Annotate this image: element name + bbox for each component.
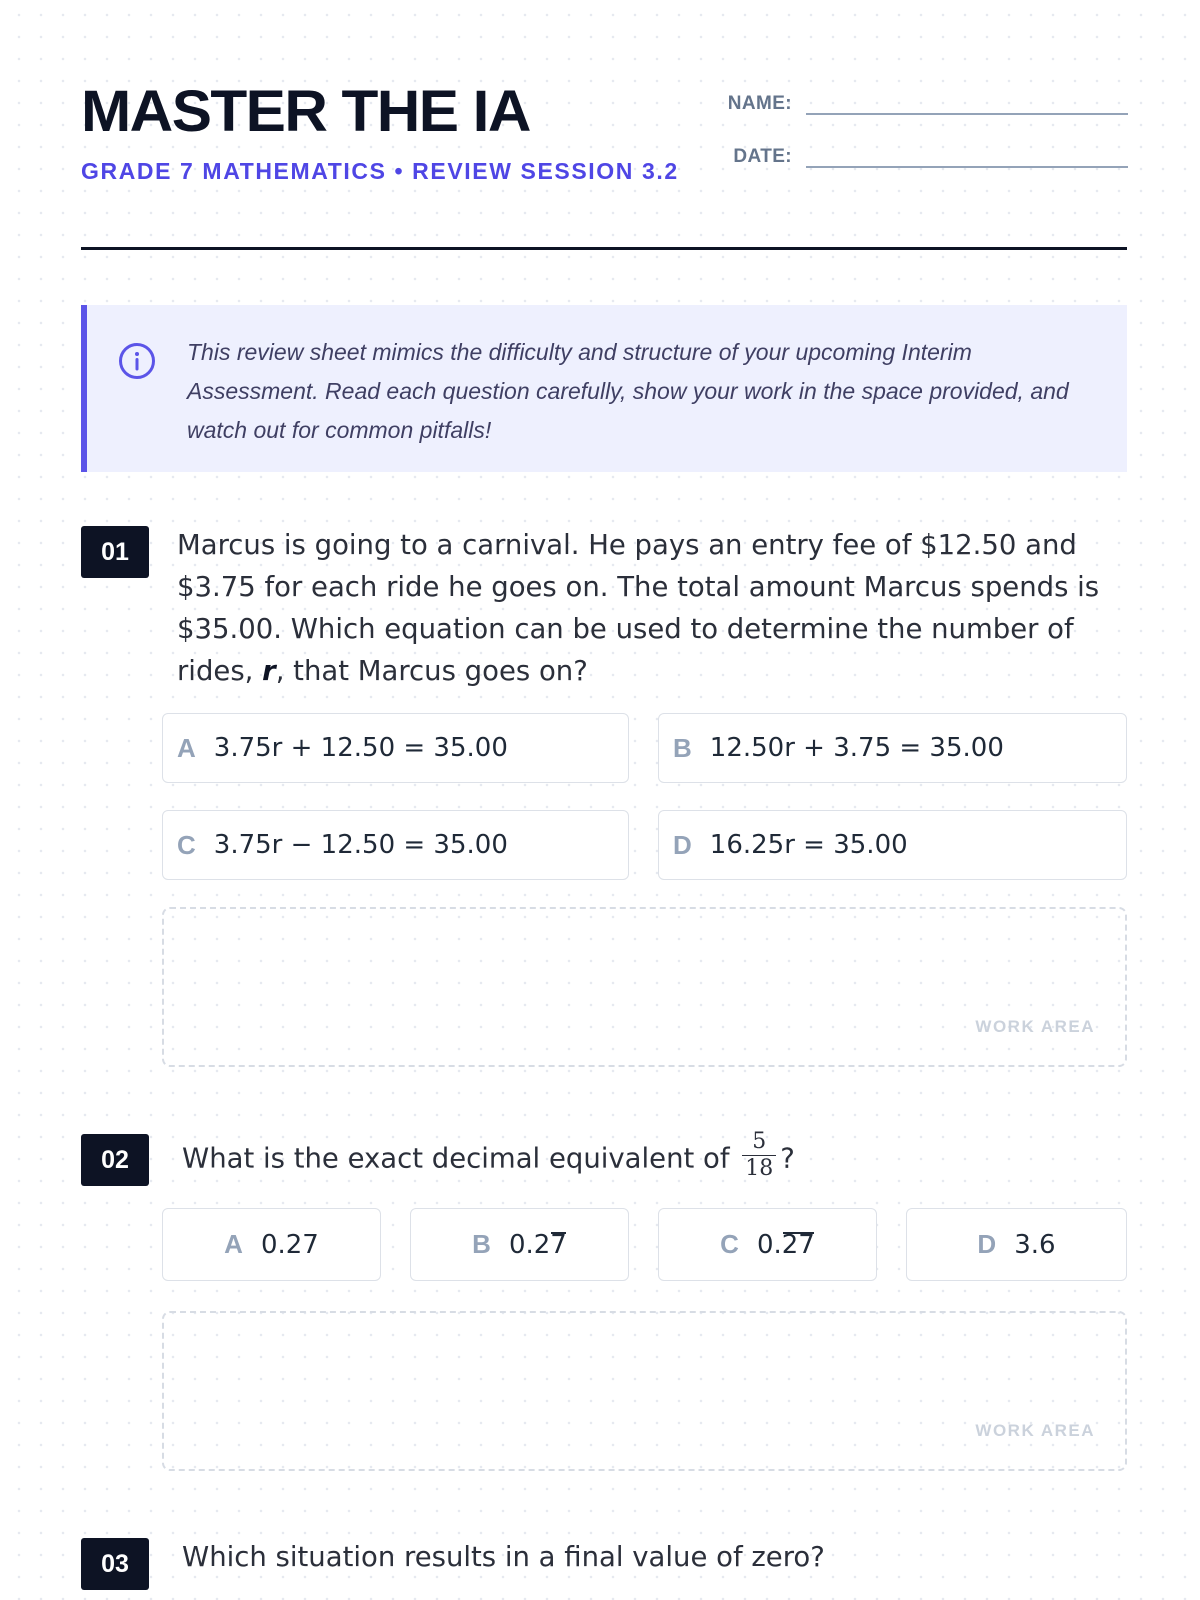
work-area-label: WORK AREA xyxy=(975,1421,1095,1440)
repeating-digits: 7 xyxy=(550,1229,567,1260)
q1-option-c[interactable] xyxy=(162,810,629,880)
option-letter: A xyxy=(177,732,196,763)
option-text: 12.50r + 3.75 = 35.00 xyxy=(709,733,1004,763)
question-number-3: 03 xyxy=(81,1538,149,1590)
name-input-line[interactable] xyxy=(806,89,1128,115)
fraction-denominator: 18 xyxy=(742,1155,776,1180)
name-field xyxy=(714,89,1128,115)
decimal-prefix: 0. xyxy=(756,1229,782,1260)
date-label: DATE: xyxy=(733,146,792,167)
option-text xyxy=(509,1230,567,1260)
q2-option-a[interactable] xyxy=(162,1208,381,1281)
option-letter: A xyxy=(224,1229,243,1259)
question-1-variable: r xyxy=(262,655,276,687)
worksheet-subtitle: GRADE 7 MATHEMATICS • REVIEW SESSION 3.2 xyxy=(81,158,679,184)
q2-work-area[interactable] xyxy=(162,1311,1127,1471)
worksheet-title: MASTER THE IA xyxy=(81,79,530,144)
q2-option-b[interactable] xyxy=(410,1208,629,1281)
option-letter: D xyxy=(977,1229,997,1259)
question-2-text-start: What is the exact decimal equivalent of xyxy=(182,1142,730,1175)
option-text xyxy=(757,1230,815,1260)
q1-work-area[interactable] xyxy=(162,907,1127,1067)
option-text: 0.27 xyxy=(260,1229,319,1260)
question-text-3: Which situation results in a final value of zero? xyxy=(182,1541,825,1573)
question-1-text-start: Marcus is going to a carnival. He pays an entry fee of $12.50 and $3.75 for each ride he goes on. The total amount Marcus spends is $35.00. Which equation can be used to determine the number of rides, xyxy=(177,529,1100,687)
question-text-2 xyxy=(182,1129,1082,1184)
question-number-2: 02 xyxy=(81,1134,149,1186)
option-text: 3.75r − 12.50 = 35.00 xyxy=(213,830,508,860)
q2-option-c[interactable] xyxy=(658,1208,877,1281)
name-label: NAME: xyxy=(727,93,792,114)
option-text: 16.25r = 35.00 xyxy=(709,830,908,860)
q1-option-a[interactable] xyxy=(162,713,629,783)
option-letter: C xyxy=(720,1229,739,1259)
date-field xyxy=(714,142,1128,168)
q1-option-b[interactable] xyxy=(658,713,1127,783)
question-1-text-end: , that Marcus goes on? xyxy=(275,655,588,687)
option-letter: B xyxy=(472,1229,491,1259)
option-letter: C xyxy=(177,829,196,860)
date-input-line[interactable] xyxy=(806,142,1128,168)
option-text: 3.75r + 12.50 = 35.00 xyxy=(213,733,508,763)
question-number-1: 01 xyxy=(81,526,149,578)
header-divider xyxy=(81,247,1127,250)
fraction-five-eighteenths xyxy=(742,1131,776,1180)
q2-option-d[interactable] xyxy=(906,1208,1127,1281)
info-icon xyxy=(117,341,157,381)
q1-option-d[interactable] xyxy=(658,810,1127,880)
fraction-numerator: 5 xyxy=(752,1129,767,1154)
info-note xyxy=(81,305,1127,472)
option-text: 3.6 xyxy=(1014,1229,1056,1260)
decimal-prefix: 0.2 xyxy=(508,1229,551,1260)
info-note-text: This review sheet mimics the difficulty and structure of your upcoming Interim Assessment. Read each question carefully, show your work in the space provided, and watch out for common pitfalls! xyxy=(187,339,1069,443)
option-letter: D xyxy=(673,829,692,860)
option-letter: B xyxy=(673,732,692,763)
repeating-digits: 27 xyxy=(781,1229,815,1260)
question-text-1 xyxy=(177,524,1107,692)
question-2-text-end: ? xyxy=(780,1142,795,1175)
work-area-label: WORK AREA xyxy=(975,1017,1095,1036)
